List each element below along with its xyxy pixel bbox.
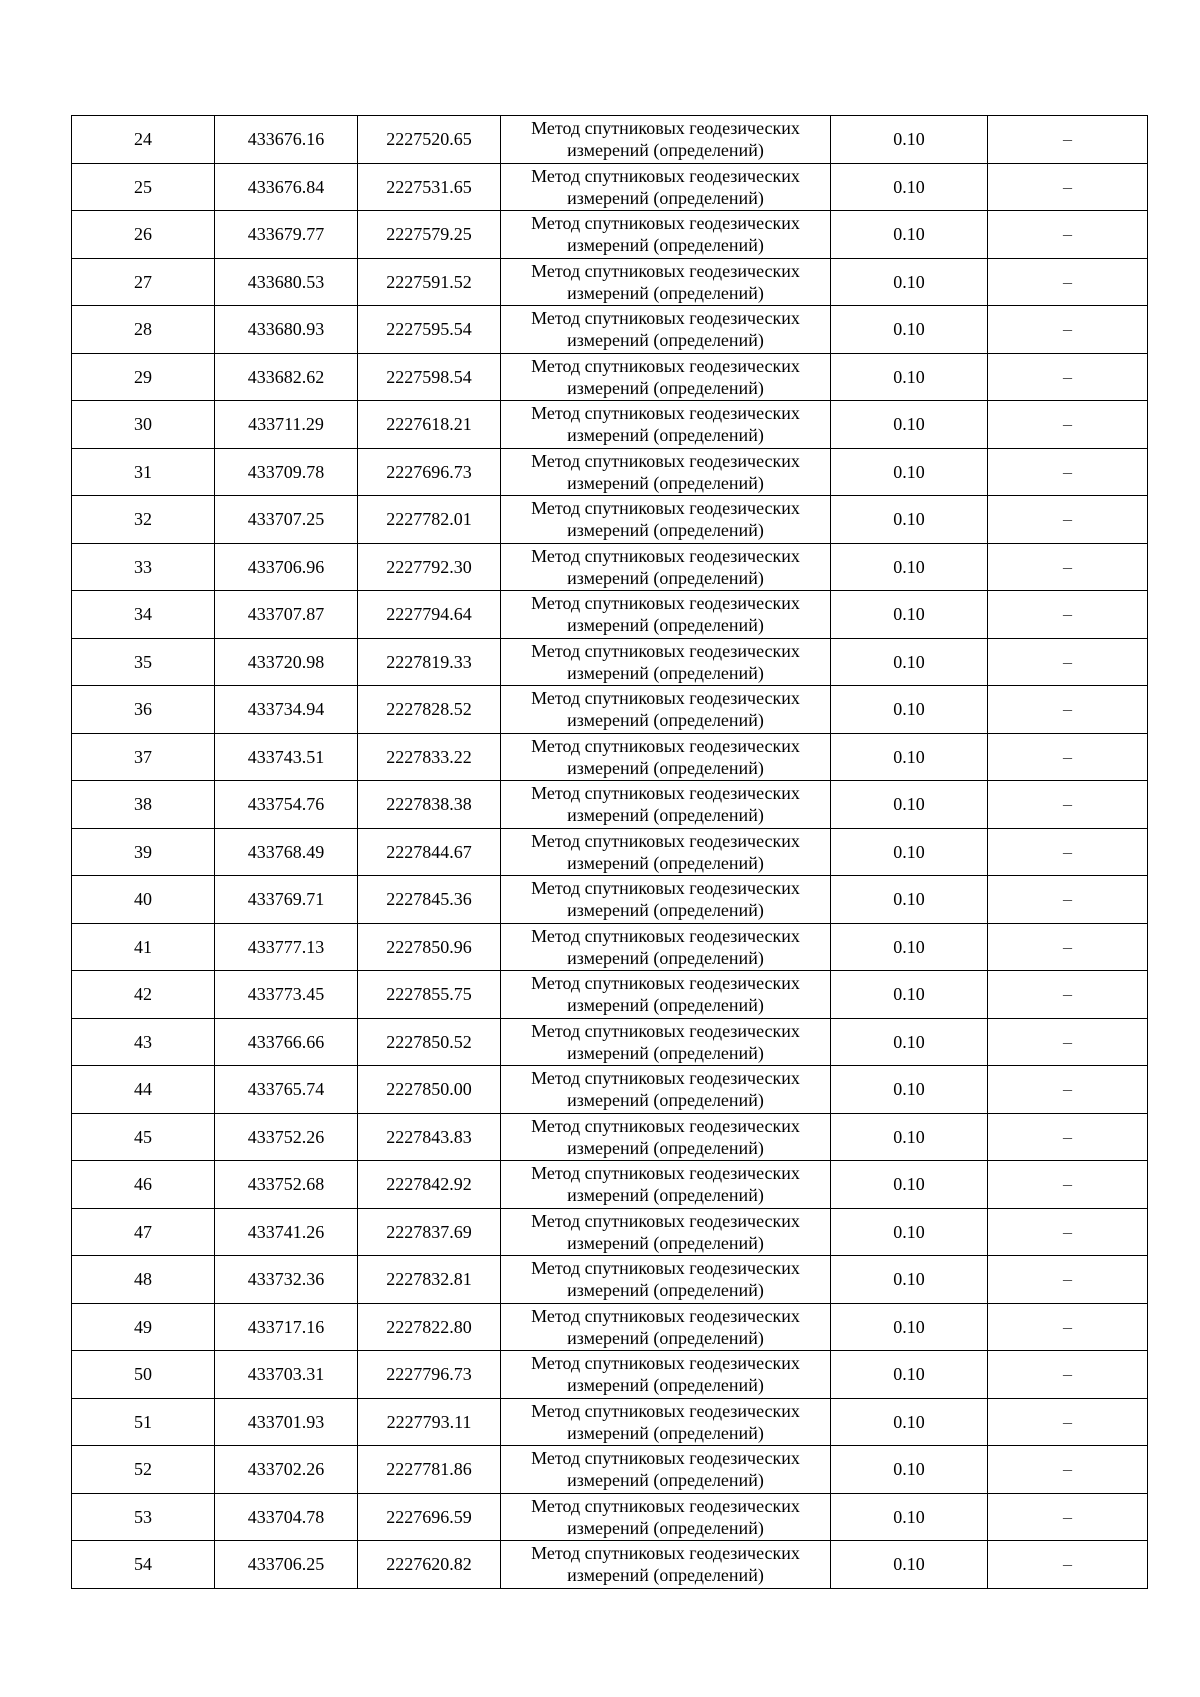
method-text-line: измерений (определений) <box>567 1090 764 1111</box>
method-text-line: Метод спутниковых геодезических <box>531 1353 800 1374</box>
y-coordinate-cell: 2227618.21 <box>358 401 501 449</box>
note-cell: – <box>988 1161 1148 1209</box>
accuracy-cell: 0.10 <box>831 543 988 591</box>
table-row <box>72 781 1148 829</box>
table-row <box>72 1541 1148 1589</box>
accuracy-cell: 0.10 <box>831 591 988 639</box>
method-cell <box>501 258 831 306</box>
accuracy-cell: 0.10 <box>831 116 988 164</box>
table-row <box>72 686 1148 734</box>
y-coordinate-cell: 2227822.80 <box>358 1303 501 1351</box>
accuracy-cell: 0.10 <box>831 306 988 354</box>
method-cell <box>501 591 831 639</box>
point-number-cell: 40 <box>72 876 215 924</box>
note-cell: – <box>988 733 1148 781</box>
table-row <box>72 971 1148 1019</box>
x-coordinate-cell: 433717.16 <box>215 1303 358 1351</box>
table-row <box>72 1398 1148 1446</box>
accuracy-cell: 0.10 <box>831 163 988 211</box>
x-coordinate-cell: 433743.51 <box>215 733 358 781</box>
method-text-line: измерений (определений) <box>567 1422 764 1443</box>
x-coordinate-cell: 433704.78 <box>215 1493 358 1541</box>
table-row <box>72 638 1148 686</box>
method-cell <box>501 923 831 971</box>
method-text-line: измерений (определений) <box>567 852 764 873</box>
accuracy-cell: 0.10 <box>831 1066 988 1114</box>
method-text-line: измерений (определений) <box>567 567 764 588</box>
method-text-line: измерений (определений) <box>567 710 764 731</box>
method-text-line: Метод спутниковых геодезических <box>531 878 800 899</box>
method-cell <box>501 1398 831 1446</box>
y-coordinate-cell: 2227781.86 <box>358 1446 501 1494</box>
note-cell: – <box>988 401 1148 449</box>
point-number-cell: 47 <box>72 1208 215 1256</box>
method-text-line: измерений (определений) <box>567 615 764 636</box>
note-cell: – <box>988 258 1148 306</box>
method-cell <box>501 828 831 876</box>
method-text-line: измерений (определений) <box>567 1185 764 1206</box>
note-cell: – <box>988 163 1148 211</box>
method-cell <box>501 211 831 259</box>
method-cell <box>501 116 831 164</box>
y-coordinate-cell: 2227845.36 <box>358 876 501 924</box>
method-text-line: измерений (определений) <box>567 187 764 208</box>
method-cell <box>501 306 831 354</box>
coordinates-table-body <box>72 116 1148 1589</box>
method-text-line: Метод спутниковых геодезических <box>531 1495 800 1516</box>
point-number-cell: 25 <box>72 163 215 211</box>
accuracy-cell: 0.10 <box>831 733 988 781</box>
table-row <box>72 591 1148 639</box>
method-cell <box>501 496 831 544</box>
y-coordinate-cell: 2227850.52 <box>358 1018 501 1066</box>
method-cell <box>501 1208 831 1256</box>
x-coordinate-cell: 433777.13 <box>215 923 358 971</box>
coordinates-table <box>71 115 1148 1589</box>
point-number-cell: 34 <box>72 591 215 639</box>
point-number-cell: 36 <box>72 686 215 734</box>
point-number-cell: 24 <box>72 116 215 164</box>
point-number-cell: 29 <box>72 353 215 401</box>
y-coordinate-cell: 2227855.75 <box>358 971 501 1019</box>
accuracy-cell: 0.10 <box>831 1208 988 1256</box>
method-text-line: измерений (определений) <box>567 1137 764 1158</box>
method-text-line: Метод спутниковых геодезических <box>531 308 800 329</box>
y-coordinate-cell: 2227782.01 <box>358 496 501 544</box>
note-cell: – <box>988 686 1148 734</box>
method-text-line: измерений (определений) <box>567 425 764 446</box>
table-row <box>72 306 1148 354</box>
x-coordinate-cell: 433680.93 <box>215 306 358 354</box>
note-cell: – <box>988 211 1148 259</box>
method-cell <box>501 448 831 496</box>
table-row <box>72 401 1148 449</box>
table-row <box>72 258 1148 306</box>
note-cell: – <box>988 971 1148 1019</box>
accuracy-cell: 0.10 <box>831 496 988 544</box>
point-number-cell: 38 <box>72 781 215 829</box>
method-text-line: Метод спутниковых геодезических <box>531 640 800 661</box>
accuracy-cell: 0.10 <box>831 638 988 686</box>
method-cell <box>501 1446 831 1494</box>
accuracy-cell: 0.10 <box>831 1113 988 1161</box>
method-text-line: Метод спутниковых геодезических <box>531 925 800 946</box>
table-row <box>72 163 1148 211</box>
accuracy-cell: 0.10 <box>831 1161 988 1209</box>
x-coordinate-cell: 433679.77 <box>215 211 358 259</box>
note-cell: – <box>988 591 1148 639</box>
method-text-line: измерений (определений) <box>567 235 764 256</box>
method-text-line: Метод спутниковых геодезических <box>531 403 800 424</box>
table-row <box>72 1493 1148 1541</box>
method-text-line: измерений (определений) <box>567 1375 764 1396</box>
x-coordinate-cell: 433720.98 <box>215 638 358 686</box>
x-coordinate-cell: 433676.16 <box>215 116 358 164</box>
y-coordinate-cell: 2227844.67 <box>358 828 501 876</box>
point-number-cell: 39 <box>72 828 215 876</box>
note-cell: – <box>988 1208 1148 1256</box>
note-cell: – <box>988 306 1148 354</box>
method-text-line: измерений (определений) <box>567 520 764 541</box>
table-row <box>72 733 1148 781</box>
method-text-line: измерений (определений) <box>567 995 764 1016</box>
method-text-line: Метод спутниковых геодезических <box>531 735 800 756</box>
method-cell <box>501 1351 831 1399</box>
method-text-line: Метод спутниковых геодезических <box>531 1210 800 1231</box>
accuracy-cell: 0.10 <box>831 401 988 449</box>
method-text-line: Метод спутниковых геодезических <box>531 1068 800 1089</box>
table-row <box>72 1351 1148 1399</box>
note-cell: – <box>988 638 1148 686</box>
accuracy-cell: 0.10 <box>831 686 988 734</box>
method-text-line: измерений (определений) <box>567 900 764 921</box>
x-coordinate-cell: 433709.78 <box>215 448 358 496</box>
x-coordinate-cell: 433711.29 <box>215 401 358 449</box>
method-cell <box>501 781 831 829</box>
method-cell <box>501 353 831 401</box>
note-cell: – <box>988 923 1148 971</box>
accuracy-cell: 0.10 <box>831 971 988 1019</box>
method-cell <box>501 401 831 449</box>
point-number-cell: 42 <box>72 971 215 1019</box>
method-text-line: Метод спутниковых геодезических <box>531 1400 800 1421</box>
point-number-cell: 31 <box>72 448 215 496</box>
x-coordinate-cell: 433682.62 <box>215 353 358 401</box>
y-coordinate-cell: 2227796.73 <box>358 1351 501 1399</box>
table-row <box>72 923 1148 971</box>
point-number-cell: 54 <box>72 1541 215 1589</box>
method-text-line: Метод спутниковых геодезических <box>531 498 800 519</box>
y-coordinate-cell: 2227843.83 <box>358 1113 501 1161</box>
method-text-line: измерений (определений) <box>567 1042 764 1063</box>
method-cell <box>501 686 831 734</box>
y-coordinate-cell: 2227696.73 <box>358 448 501 496</box>
point-number-cell: 30 <box>72 401 215 449</box>
note-cell: – <box>988 1398 1148 1446</box>
accuracy-cell: 0.10 <box>831 1351 988 1399</box>
x-coordinate-cell: 433707.25 <box>215 496 358 544</box>
y-coordinate-cell: 2227595.54 <box>358 306 501 354</box>
method-text-line: измерений (определений) <box>567 140 764 161</box>
note-cell: – <box>988 116 1148 164</box>
method-text-line: Метод спутниковых геодезических <box>531 1115 800 1136</box>
note-cell: – <box>988 1493 1148 1541</box>
note-cell: – <box>988 448 1148 496</box>
table-row <box>72 1113 1148 1161</box>
x-coordinate-cell: 433701.93 <box>215 1398 358 1446</box>
table-row <box>72 116 1148 164</box>
point-number-cell: 33 <box>72 543 215 591</box>
y-coordinate-cell: 2227696.59 <box>358 1493 501 1541</box>
point-number-cell: 53 <box>72 1493 215 1541</box>
y-coordinate-cell: 2227850.96 <box>358 923 501 971</box>
note-cell: – <box>988 1066 1148 1114</box>
y-coordinate-cell: 2227579.25 <box>358 211 501 259</box>
table-row <box>72 1446 1148 1494</box>
accuracy-cell: 0.10 <box>831 1303 988 1351</box>
y-coordinate-cell: 2227819.33 <box>358 638 501 686</box>
method-cell <box>501 1256 831 1304</box>
point-number-cell: 48 <box>72 1256 215 1304</box>
note-cell: – <box>988 876 1148 924</box>
x-coordinate-cell: 433706.25 <box>215 1541 358 1589</box>
x-coordinate-cell: 433707.87 <box>215 591 358 639</box>
method-text-line: измерений (определений) <box>567 805 764 826</box>
method-cell <box>501 733 831 781</box>
y-coordinate-cell: 2227850.00 <box>358 1066 501 1114</box>
method-text-line: измерений (определений) <box>567 1517 764 1538</box>
method-cell <box>501 1113 831 1161</box>
method-text-line: измерений (определений) <box>567 377 764 398</box>
x-coordinate-cell: 433752.26 <box>215 1113 358 1161</box>
method-text-line: измерений (определений) <box>567 472 764 493</box>
table-row <box>72 543 1148 591</box>
accuracy-cell: 0.10 <box>831 258 988 306</box>
note-cell: – <box>988 1256 1148 1304</box>
accuracy-cell: 0.10 <box>831 828 988 876</box>
accuracy-cell: 0.10 <box>831 781 988 829</box>
method-text-line: Метод спутниковых геодезических <box>531 593 800 614</box>
method-cell <box>501 543 831 591</box>
method-cell <box>501 876 831 924</box>
method-text-line: Метод спутниковых геодезических <box>531 213 800 234</box>
x-coordinate-cell: 433754.76 <box>215 781 358 829</box>
method-text-line: измерений (определений) <box>567 282 764 303</box>
x-coordinate-cell: 433734.94 <box>215 686 358 734</box>
method-text-line: Метод спутниковых геодезических <box>531 973 800 994</box>
accuracy-cell: 0.10 <box>831 1446 988 1494</box>
note-cell: – <box>988 1446 1148 1494</box>
accuracy-cell: 0.10 <box>831 211 988 259</box>
x-coordinate-cell: 433765.74 <box>215 1066 358 1114</box>
note-cell: – <box>988 353 1148 401</box>
table-row <box>72 1018 1148 1066</box>
y-coordinate-cell: 2227828.52 <box>358 686 501 734</box>
point-number-cell: 41 <box>72 923 215 971</box>
accuracy-cell: 0.10 <box>831 1541 988 1589</box>
y-coordinate-cell: 2227832.81 <box>358 1256 501 1304</box>
y-coordinate-cell: 2227520.65 <box>358 116 501 164</box>
method-text-line: измерений (определений) <box>567 1232 764 1253</box>
point-number-cell: 49 <box>72 1303 215 1351</box>
point-number-cell: 26 <box>72 211 215 259</box>
table-row <box>72 211 1148 259</box>
point-number-cell: 27 <box>72 258 215 306</box>
x-coordinate-cell: 433732.36 <box>215 1256 358 1304</box>
accuracy-cell: 0.10 <box>831 1493 988 1541</box>
method-text-line: измерений (определений) <box>567 1280 764 1301</box>
x-coordinate-cell: 433752.68 <box>215 1161 358 1209</box>
y-coordinate-cell: 2227591.52 <box>358 258 501 306</box>
method-text-line: Метод спутниковых геодезических <box>531 545 800 566</box>
method-text-line: измерений (определений) <box>567 947 764 968</box>
note-cell: – <box>988 1303 1148 1351</box>
note-cell: – <box>988 1351 1148 1399</box>
point-number-cell: 46 <box>72 1161 215 1209</box>
y-coordinate-cell: 2227842.92 <box>358 1161 501 1209</box>
x-coordinate-cell: 433706.96 <box>215 543 358 591</box>
method-cell <box>501 1303 831 1351</box>
y-coordinate-cell: 2227793.11 <box>358 1398 501 1446</box>
point-number-cell: 43 <box>72 1018 215 1066</box>
point-number-cell: 32 <box>72 496 215 544</box>
accuracy-cell: 0.10 <box>831 448 988 496</box>
method-text-line: Метод спутниковых геодезических <box>531 118 800 139</box>
method-text-line: измерений (определений) <box>567 662 764 683</box>
x-coordinate-cell: 433680.53 <box>215 258 358 306</box>
y-coordinate-cell: 2227837.69 <box>358 1208 501 1256</box>
table-row <box>72 1066 1148 1114</box>
method-text-line: Метод спутниковых геодезических <box>531 1258 800 1279</box>
method-text-line: Метод спутниковых геодезических <box>531 1448 800 1469</box>
method-text-line: Метод спутниковых геодезических <box>531 355 800 376</box>
point-number-cell: 50 <box>72 1351 215 1399</box>
note-cell: – <box>988 828 1148 876</box>
method-text-line: Метод спутниковых геодезических <box>531 1163 800 1184</box>
table-row <box>72 353 1148 401</box>
table-row <box>72 876 1148 924</box>
method-text-line: Метод спутниковых геодезических <box>531 450 800 471</box>
table-row <box>72 448 1148 496</box>
x-coordinate-cell: 433773.45 <box>215 971 358 1019</box>
method-text-line: Метод спутниковых геодезических <box>531 1305 800 1326</box>
method-cell <box>501 1493 831 1541</box>
table-row <box>72 828 1148 876</box>
y-coordinate-cell: 2227598.54 <box>358 353 501 401</box>
point-number-cell: 52 <box>72 1446 215 1494</box>
y-coordinate-cell: 2227792.30 <box>358 543 501 591</box>
method-text-line: Метод спутниковых геодезических <box>531 1543 800 1564</box>
table-row <box>72 1256 1148 1304</box>
method-cell <box>501 1066 831 1114</box>
point-number-cell: 28 <box>72 306 215 354</box>
method-cell <box>501 1541 831 1589</box>
y-coordinate-cell: 2227794.64 <box>358 591 501 639</box>
y-coordinate-cell: 2227838.38 <box>358 781 501 829</box>
y-coordinate-cell: 2227531.65 <box>358 163 501 211</box>
accuracy-cell: 0.10 <box>831 876 988 924</box>
method-cell <box>501 1161 831 1209</box>
accuracy-cell: 0.10 <box>831 353 988 401</box>
accuracy-cell: 0.10 <box>831 923 988 971</box>
table-row <box>72 1303 1148 1351</box>
method-text-line: измерений (определений) <box>567 1327 764 1348</box>
x-coordinate-cell: 433676.84 <box>215 163 358 211</box>
point-number-cell: 51 <box>72 1398 215 1446</box>
method-text-line: измерений (определений) <box>567 330 764 351</box>
document-page <box>71 115 1147 1589</box>
accuracy-cell: 0.10 <box>831 1256 988 1304</box>
method-text-line: Метод спутниковых геодезических <box>531 830 800 851</box>
point-number-cell: 45 <box>72 1113 215 1161</box>
method-text-line: измерений (определений) <box>567 1565 764 1586</box>
accuracy-cell: 0.10 <box>831 1018 988 1066</box>
table-row <box>72 1161 1148 1209</box>
accuracy-cell: 0.10 <box>831 1398 988 1446</box>
x-coordinate-cell: 433702.26 <box>215 1446 358 1494</box>
note-cell: – <box>988 1018 1148 1066</box>
y-coordinate-cell: 2227833.22 <box>358 733 501 781</box>
point-number-cell: 44 <box>72 1066 215 1114</box>
x-coordinate-cell: 433741.26 <box>215 1208 358 1256</box>
note-cell: – <box>988 781 1148 829</box>
point-number-cell: 35 <box>72 638 215 686</box>
note-cell: – <box>988 496 1148 544</box>
method-cell <box>501 638 831 686</box>
method-text-line: измерений (определений) <box>567 1470 764 1491</box>
y-coordinate-cell: 2227620.82 <box>358 1541 501 1589</box>
x-coordinate-cell: 433703.31 <box>215 1351 358 1399</box>
x-coordinate-cell: 433766.66 <box>215 1018 358 1066</box>
method-cell <box>501 1018 831 1066</box>
method-text-line: Метод спутниковых геодезических <box>531 165 800 186</box>
method-text-line: Метод спутниковых геодезических <box>531 688 800 709</box>
note-cell: – <box>988 543 1148 591</box>
method-text-line: Метод спутниковых геодезических <box>531 1020 800 1041</box>
method-cell <box>501 163 831 211</box>
method-text-line: измерений (определений) <box>567 757 764 778</box>
method-text-line: Метод спутниковых геодезических <box>531 783 800 804</box>
method-text-line: Метод спутниковых геодезических <box>531 260 800 281</box>
note-cell: – <box>988 1541 1148 1589</box>
x-coordinate-cell: 433768.49 <box>215 828 358 876</box>
point-number-cell: 37 <box>72 733 215 781</box>
table-row <box>72 1208 1148 1256</box>
x-coordinate-cell: 433769.71 <box>215 876 358 924</box>
note-cell: – <box>988 1113 1148 1161</box>
method-cell <box>501 971 831 1019</box>
table-row <box>72 496 1148 544</box>
